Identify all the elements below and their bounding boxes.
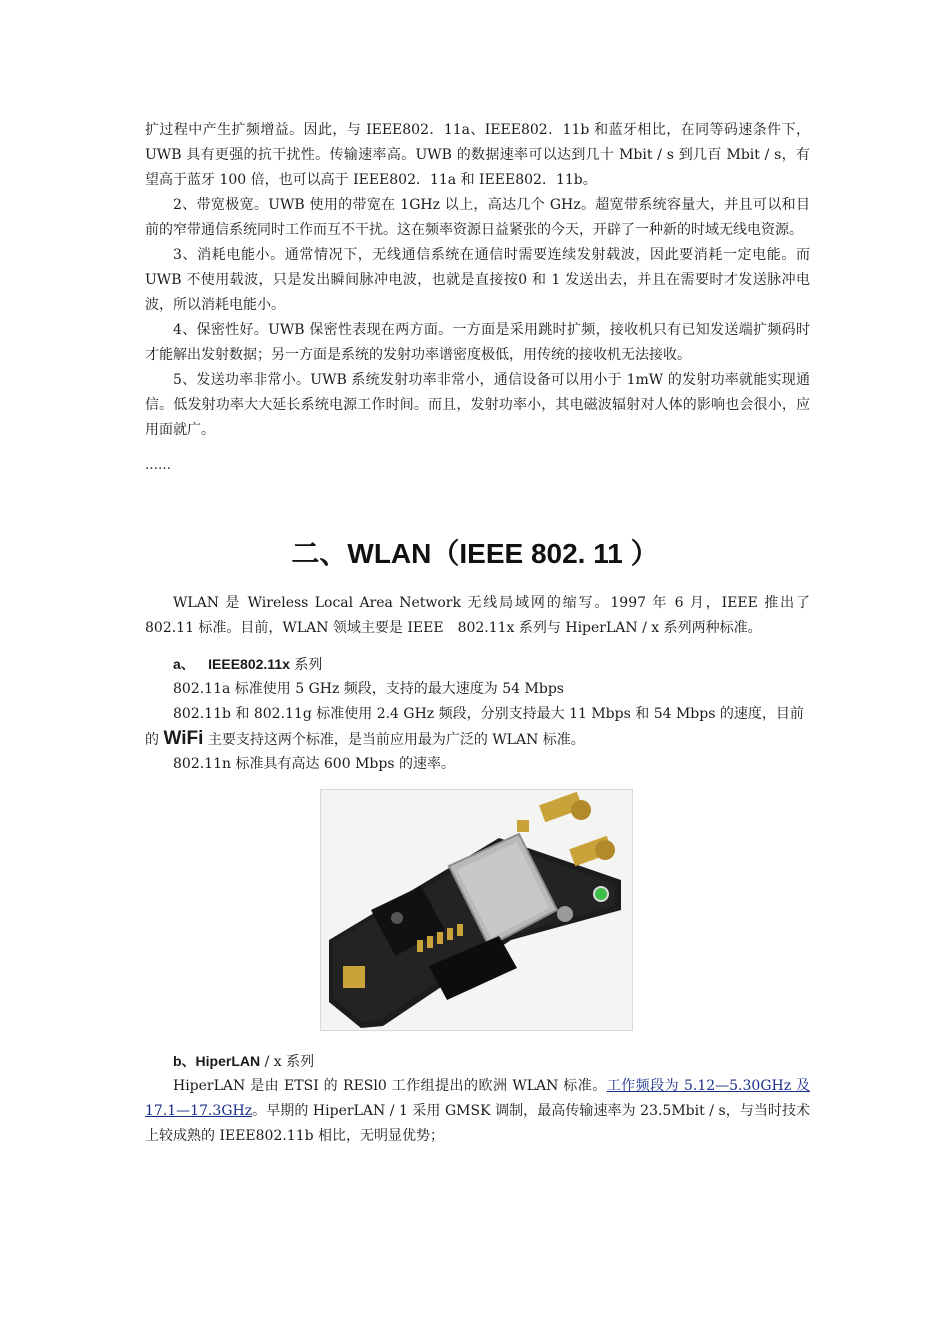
line-80211bg: 802.11b 和 802.11g 标准使用 2.4 GHz 频段，分别支持最大 11 Mbps 和 54 Mbps 的速度，目前 [173,706,804,722]
line-wifi-suffix: 主要支持这两个标准，是当前应用最为广泛的 WLAN 标准。 [203,732,585,748]
ellipsis: …… [145,458,171,473]
paragraph-transmit-power: 5、发送功率非常小。UWB 系统发射功率非常小，通信设备可以用小于 1mW 的发射功率就能实现通信。低发射功率大大延长系统电源工作时间。而且，发射功率小，其电磁波辐射对人体的影响也会很小，应用面就广。 [145,372,810,438]
wifi-text: WiFi [163,728,204,749]
section-heading: 二、WLAN（IEEE 802. 11 ） [291,538,659,569]
subheading-a-label: a、 [173,656,195,672]
subheading-a [173,652,322,678]
hiperlan-text-1: HiperLAN 是由 ETSI 的 RESl0 工作组提出的欧洲 WLAN 标准。 [173,1078,607,1094]
hiperlan-text-2: 。早期的 HiperLAN / 1 采用 GMSK 调制，最高传输速率为 23.5Mbit / s，与当时技术上较成熟的 IEEE802.11b 相比，无明显优势； [145,1103,810,1144]
line-wifi [145,726,585,753]
paragraph-uwb-gain: 扩过程中产生扩频增益。因此，与 IEEE802．11a、IEEE802．11b 和蓝牙相比，在同等码速条件下，UWB 具有更强的抗干扰性。传输速率高。UWB 的数据速率可以达到几十 Mbit / s 到几百 Mbit / s，有望高于蓝牙 100 倍，也可以高于 IEEE802．11a 和 IEEE802．11b。 [145,122,810,188]
line-wifi-prefix: 的 [145,732,164,748]
paragraph-wlan-intro: WLAN 是 Wireless Local Area Network 无线局域网的缩写。1997 年 6 月，IEEE 推出了 802.11 标准。目前，WLAN 领域主要是 IEEE 802.11x 系列与 HiperLAN / x 系列两种标准。 [145,595,810,636]
paragraph-hiperlan [145,1074,810,1149]
paragraph-power-consumption: 3、消耗电能小。通常情况下，无线通信系统在通信时需要连续发射载波，因此要消耗一定电能。而 UWB 不使用载波，只是发出瞬间脉冲电波，也就是直接按0 和 1 发送出去，并且在需要时才发送脉冲电波，所以消耗电能小。 [145,247,810,313]
subheading-a-suffix: 系列 [289,657,323,673]
subheading-b [173,1049,314,1075]
frequency-band-link[interactable]: 工作频段为 5.12—5.30GHz 及 17.1—17.3GHz [145,1078,811,1119]
subheading-b-suffix: / x 系列 [260,1054,315,1070]
subheading-a-title: IEEE802.11x [208,656,290,672]
pcb-illustration [321,790,632,1030]
paragraph-security: 4、保密性好。UWB 保密性表现在两方面。一方面是采用跳时扩频，接收机只有已知发送端扩频码时才能解出发射数据；另一方面是系统的发射功率谱密度极低，用传统的接收机无法接收。 [145,322,810,363]
line-80211n: 802.11n 标准具有高达 600 Mbps 的速率。 [173,756,455,772]
wifi-module-photo [320,789,633,1031]
line-80211a: 802.11a 标准使用 5 GHz 频段，支持的最大速度为 54 Mbps [173,681,564,697]
paragraph-bandwidth: 2、带宽极宽。UWB 使用的带宽在 1GHz 以上，高达几个 GHz。超宽带系统容量大，并且可以和目前的窄带通信系统同时工作而互不干扰。这在频率资源日益紧张的今天，开辟了一种新的时域无线电资源。 [145,197,810,238]
subheading-b-title: b、HiperLAN [173,1053,261,1069]
